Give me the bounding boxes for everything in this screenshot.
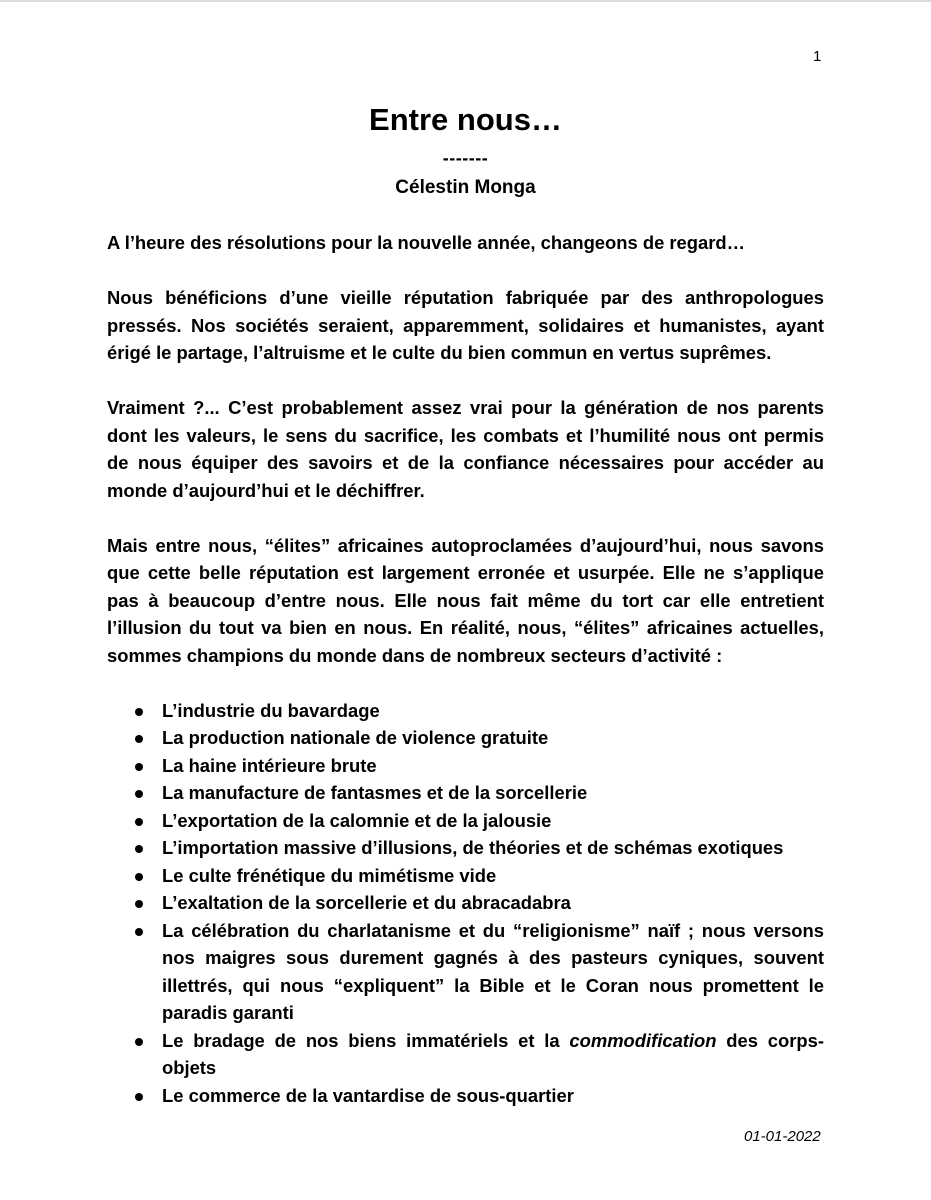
champions-list xyxy=(107,697,824,1110)
list-item: Le commerce de la vantardise de sous-quartier xyxy=(107,1082,824,1110)
page-number: 1 xyxy=(813,48,822,65)
list-item xyxy=(107,1027,824,1082)
author-name: Célestin Monga xyxy=(395,177,536,198)
list-item-text: Le bradage de nos biens immatériels et la xyxy=(162,1029,570,1051)
list-item: Le culte frénétique du mimétisme vide xyxy=(107,862,824,890)
list-item: L’exaltation de la sorcellerie et du abracadabra xyxy=(107,889,824,917)
paragraph-intro: A l’heure des résolutions pour la nouvelle année, changeons de regard… xyxy=(107,232,746,253)
list-item: La haine intérieure brute xyxy=(107,752,824,780)
list-item: L’importation massive d’illusions, de théories et de schémas exotiques xyxy=(107,834,824,862)
list-item: La manufacture de fantasmes et de la sorcellerie xyxy=(107,779,824,807)
page-top-edge xyxy=(0,0,931,2)
paragraph-reputation: Nous bénéficions d’une vieille réputation fabriquée par des anthropologues pressés. Nos sociétés seraient, apparemment, solidaires et humanistes, ayant érigé le partage, l’altruisme et le culte du bien commun en vertus suprêmes. xyxy=(107,287,824,363)
list-item: L’industrie du bavardage xyxy=(107,697,824,725)
list-item: L’exportation de la calomnie et de la jalousie xyxy=(107,807,824,835)
paragraph-parents: Vraiment ?... C’est probablement assez vrai pour la génération de nos parents dont les valeurs, le sens du sacrifice, les combats et l’humilité nous ont permis de nous équiper des savoirs et de la confiance nécessaires pour accéder au monde d’aujourd’hui et le déchiffrer. xyxy=(107,397,824,501)
paragraph-elites: Mais entre nous, “élites” africaines autoproclamées d’aujourd’hui, nous savons que cette belle réputation est largement erronée et usurpée. Elle ne s’applique pas à beaucoup d’entre nous. Elle nous fait même du tort car elle entretient l’illusion du tout va bien en nous. En réalité, nous, “élites” africaines actuelles, sommes champions du monde dans de nombreux secteurs d’activité : xyxy=(107,534,824,666)
document-date: 01-01-2022 xyxy=(744,1128,821,1145)
list-item-text: des corps-objets xyxy=(162,1029,824,1078)
document-body xyxy=(107,229,824,1109)
list-item: La célébration du charlatanisme et du “religionisme” naïf ; nous versons nos maigres sous durement gagnés à des pasteurs cyniques, souvent illettrés, qui nous “expliquent” la Bible et le Coran nous promettent le paradis garanti xyxy=(107,917,824,1027)
document-title: Entre nous… xyxy=(369,102,562,137)
list-item: La production nationale de violence gratuite xyxy=(107,724,824,752)
list-item-emphasis: commodification xyxy=(569,1029,717,1051)
title-separator: ------- xyxy=(442,148,489,168)
